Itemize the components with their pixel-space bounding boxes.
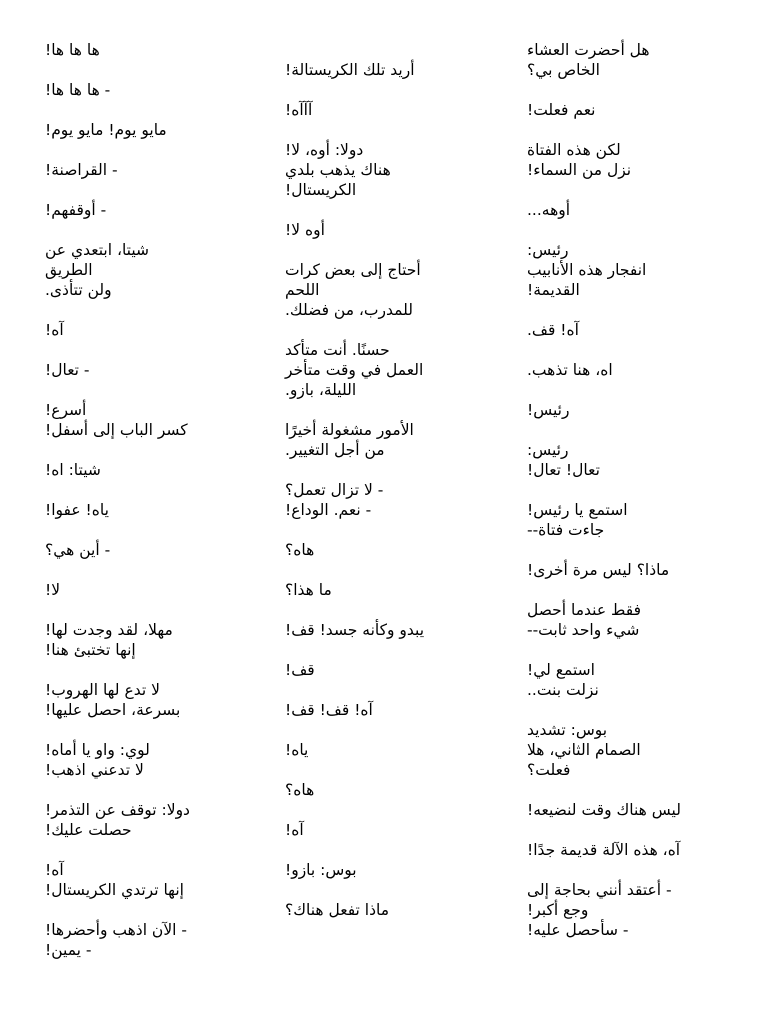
dialogue-line: اللحم [285, 281, 320, 299]
dialogue-block [285, 340, 490, 400]
dialogue-line: لا! [45, 581, 61, 599]
dialogue-line: آه! قف! قف! [285, 701, 373, 719]
dialogue-block [285, 260, 490, 320]
dialogue-block [45, 860, 250, 900]
dialogue-line: - لا تزال تعمل؟ [285, 481, 384, 499]
dialogue-line: نعم فعلت! [527, 101, 596, 119]
dialogue-line: ما هذا؟ [285, 581, 332, 599]
dialogue-block [285, 820, 490, 840]
dialogue-line: ليس هناك وقت لنضيعه! [527, 801, 681, 819]
dialogue-line: هاه؟ [285, 541, 315, 559]
dialogue-line: اه، هنا تذهب. [527, 361, 613, 379]
dialogue-block [285, 660, 490, 680]
dialogue-block [285, 140, 490, 200]
dialogue-block [527, 560, 732, 580]
dialogue-line: رئيس: [527, 441, 569, 459]
dialogue-block [285, 620, 490, 640]
dialogue-line: مايو يوم! مايو يوم! [45, 121, 167, 139]
dialogue-block [45, 920, 250, 960]
dialogue-line: الصمام الثاني، هلا [527, 741, 641, 759]
dialogue-line: نزل من السماء! [527, 161, 632, 179]
dialogue-line: الطريق [45, 261, 93, 279]
dialogue-line: جاءت فتاة-- [527, 521, 605, 539]
dialogue-line: هاه؟ [285, 781, 315, 799]
dialogue-line: إنها تختبئ هنا! [45, 641, 136, 659]
dialogue-line: رئيس: [527, 241, 569, 259]
dialogue-line: - أعتقد أنني بحاجة إلى [527, 881, 672, 899]
dialogue-line: ماذا؟ ليس مرة أخرى! [527, 561, 670, 579]
dialogue-line: آآآه! [285, 101, 313, 119]
dialogue-line: العمل في وقت متأخر [285, 361, 424, 379]
dialogue-line: شيتا، ابتعدي عن [45, 241, 150, 259]
dialogue-line: لوي: واو يا أماه! [45, 741, 150, 759]
dialogue-block [285, 540, 490, 560]
dialogue-block [527, 720, 732, 780]
dialogue-block [45, 40, 250, 60]
dialogue-line: من أجل التغيير. [285, 441, 385, 459]
dialogue-block [527, 320, 732, 340]
dialogue-line: - نعم. الوداع! [285, 501, 372, 519]
dialogue-line: - سأحصل عليه! [527, 921, 629, 939]
dialogue-block [285, 480, 490, 520]
dialogue-block [285, 860, 490, 880]
dialogue-block [285, 740, 490, 760]
dialogue-line: - الآن اذهب وأحضرها! [45, 921, 187, 939]
dialogue-line: - تعال! [45, 361, 90, 379]
dialogue-line: فقط عندما أحصل [527, 601, 641, 619]
dialogue-block [527, 360, 732, 380]
dialogue-block [527, 440, 732, 480]
dialogue-line: آه! [45, 861, 64, 879]
dialogue-line: أوهه... [527, 201, 571, 219]
dialogue-line: الليلة، بازو. [285, 381, 357, 399]
dialogue-line: - ها ها ها! [45, 81, 111, 99]
dialogue-line: لا تدعني اذهب! [45, 761, 144, 779]
dialogue-block [527, 880, 732, 940]
dialogue-line: ها ها ها! [45, 41, 100, 59]
dialogue-block [285, 420, 490, 460]
dialogue-block [527, 200, 732, 220]
dialogue-line: أريد تلك الكريستالة! [285, 61, 415, 79]
dialogue-line: استمع يا رئيس! [527, 501, 628, 519]
dialogue-block [285, 900, 490, 920]
dialogue-line: أحتاج إلى بعض كرات [285, 261, 421, 279]
dialogue-block [45, 540, 250, 560]
dialogue-line: - أين هي؟ [45, 541, 111, 559]
dialogue-block [285, 220, 490, 240]
dialogue-line: آه، هذه الآلة قديمة جدًا! [527, 841, 681, 859]
dialogue-block [45, 160, 250, 180]
dialogue-line: حصلت عليك! [45, 821, 132, 839]
dialogue-line: ولن تتأذى. [45, 281, 112, 299]
dialogue-line: شيتا: اه! [45, 461, 101, 479]
dialogue-line: لا تدع لها الهروب! [45, 681, 160, 699]
dialogue-line: بوس: تشديد [527, 721, 608, 739]
dialogue-line: للمدرب، من فضلك. [285, 301, 413, 319]
dialogue-block [527, 140, 732, 180]
dialogue-block [285, 780, 490, 800]
dialogue-block [45, 500, 250, 520]
dialogue-line: هل أحضرت العشاء [527, 41, 650, 59]
dialogue-block [527, 660, 732, 700]
dialogue-line: - يمين! [45, 941, 92, 959]
dialogue-line: انفجار هذه الأنابيب [527, 261, 647, 279]
dialogue-block [527, 840, 732, 860]
dialogue-line: القديمة! [527, 281, 580, 299]
dialogue-line: يبدو وكأنه جسد! قف! [285, 621, 425, 639]
dialogue-block [527, 800, 732, 820]
dialogue-block [45, 80, 250, 100]
dialogue-line: فعلت؟ [527, 761, 571, 779]
dialogue-block [45, 120, 250, 140]
dialogue-line: هناك يذهب بلدي [285, 161, 391, 179]
dialogue-line: مهلا، لقد وجدت لها! [45, 621, 173, 639]
dialogue-block [527, 240, 732, 300]
dialogue-line: بسرعة، احصل عليها! [45, 701, 181, 719]
dialogue-line: الأمور مشغولة أخيرًا [285, 421, 414, 439]
dialogue-line: قف! [285, 661, 315, 679]
dialogue-block [45, 800, 250, 840]
dialogue-line: - أوقفهم! [45, 201, 107, 219]
dialogue-block [285, 100, 490, 120]
dialogue-line: ياه! عفوا! [45, 501, 109, 519]
dialogue-line: آه! [45, 321, 64, 339]
dialogue-line: وجع أكبر! [527, 901, 589, 919]
dialogue-block [45, 320, 250, 340]
dialogue-line: أوه لا! [285, 221, 325, 239]
dialogue-block [527, 40, 732, 80]
dialogue-block [45, 740, 250, 780]
dialogue-block [45, 200, 250, 220]
dialogue-block [45, 580, 250, 600]
dialogue-block [45, 240, 250, 300]
dialogue-line: آه! قف. [527, 321, 579, 339]
dialogue-line: أسرع! [45, 401, 87, 419]
dialogue-block [45, 360, 250, 380]
dialogue-line: استمع لي! [527, 661, 595, 679]
dialogue-line: الكريستال! [285, 181, 357, 199]
dialogue-line: ياه! [285, 741, 309, 759]
dialogue-line: إنها ترتدي الكريستال! [45, 881, 184, 899]
dialogue-line: الخاص بي؟ [527, 61, 600, 79]
dialogue-line: - القراصنة! [45, 161, 118, 179]
dialogue-line: لكن هذه الفتاة [527, 141, 621, 159]
dialogue-line: كسر الباب إلى أسفل! [45, 421, 188, 439]
dialogue-block [285, 700, 490, 720]
dialogue-line: دولا: توقف عن التذمر! [45, 801, 190, 819]
dialogue-block [527, 600, 732, 640]
dialogue-line: دولا: أوه، لا! [285, 141, 364, 159]
dialogue-block [285, 580, 490, 600]
dialogue-line: ماذا تفعل هناك؟ [285, 901, 390, 919]
dialogue-block [45, 620, 250, 660]
dialogue-line: نزلت بنت.. [527, 681, 599, 699]
dialogue-line: حسنًا. أنت متأكد [285, 341, 390, 359]
dialogue-block [527, 100, 732, 120]
dialogue-block [285, 60, 490, 80]
dialogue-line: شيء واحد ثابت-- [527, 621, 640, 639]
dialogue-line: رئيس! [527, 401, 570, 419]
dialogue-block [527, 400, 732, 420]
dialogue-line: آه! [285, 821, 304, 839]
dialogue-line: بوس: بازو! [285, 861, 357, 879]
dialogue-block [527, 500, 732, 540]
dialogue-block [45, 680, 250, 720]
dialogue-line: تعال! تعال! [527, 461, 600, 479]
dialogue-block [45, 460, 250, 480]
dialogue-block [45, 400, 250, 440]
